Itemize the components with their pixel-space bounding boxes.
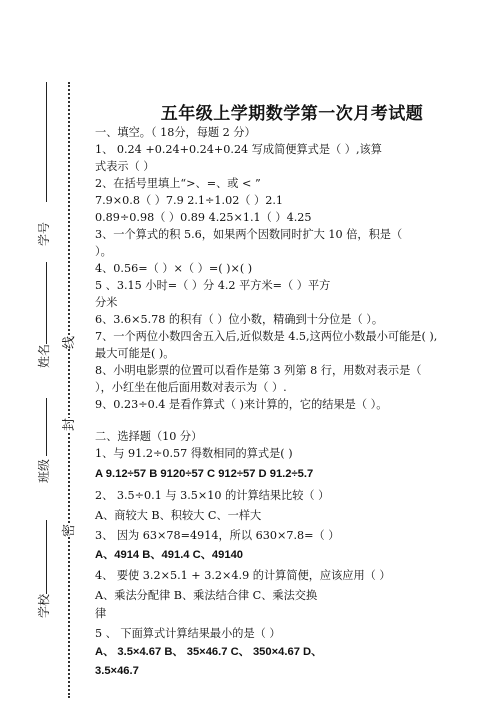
question-line: 7、一个两位小数四舍五入后,近似数是 4.5,这两位小数最小可能是( ),: [95, 330, 438, 343]
binding-margin: [0, 0, 92, 708]
dotted-seal-line: [68, 82, 70, 698]
question-line: 分米: [95, 296, 118, 309]
question-line: 式表示（ ）: [95, 160, 155, 173]
question-line: 1、 0.24 +0.24+0.24+0.24 写成简便算式是（ ）,该算: [95, 143, 382, 156]
exam-paper: [92, 0, 492, 708]
question-line: 9、0.23÷0.4 是看作算式（ )来计算的，它的结果是（ ）。: [95, 398, 388, 411]
school-label: 学校: [37, 593, 52, 619]
class-label: 班级: [37, 458, 52, 484]
question-line: 2、在括号里填上“>、=、或 < ”: [95, 177, 261, 190]
choice-options: A、 3.5×4.67 B、 35×46.7 C、 350×4.67 D、: [95, 646, 323, 658]
question-line: 7.9×0.8（ ）7.9 2.1÷1.02（ ）2.1: [95, 194, 284, 207]
name-field: [46, 262, 47, 344]
choice-question: 5 、 下面算式计算结果最小的是（ ）: [95, 627, 281, 640]
choice-options-wrap: 律: [95, 607, 107, 620]
question-line: 6、3.6×5.78 的积有（ ）位小数，精确到十分位是（ ）。: [95, 313, 384, 326]
seal-char-seal: 封: [57, 418, 78, 431]
section1-heading: 一、填空。（ 18分，每题 2 分）: [95, 126, 256, 139]
question-line: ）。: [95, 245, 112, 258]
question-line: 0.89÷0.98（ ）0.89 4.25×1.1（ ）4.25: [95, 211, 312, 224]
choice-options: A、4914 B、491.4 C、49140: [95, 549, 244, 561]
student-no-field: [46, 82, 47, 202]
student-no-label: 学号: [37, 221, 52, 247]
name-label: 姓名: [37, 343, 52, 369]
question-line: 5 、3.15 小时=（ ）分 4.2 平方米=（ ）平方: [95, 279, 331, 292]
school-field: [46, 520, 47, 594]
choice-options: A、商较大 B、积较大 C、一样大: [95, 509, 262, 522]
section2-heading: 二、选择题（10 分）: [95, 430, 203, 443]
choice-question: 4、 要使 3.2×5.1 + 3.2×4.9 的计算简便，应该应用（ ）: [95, 569, 391, 582]
question-line: ），小红坐在他后面用数对表示为（ ）.: [95, 381, 287, 394]
choice-question: 1、与 91.2÷0.57 得数相同的算式是( ): [95, 447, 293, 460]
seal-char-line: 线: [57, 336, 78, 349]
choice-question: 2、 3.5÷0.1 与 3.5×10 的计算结果比较（ ）: [95, 489, 330, 502]
choice-question: 3、 因为 63×78=4914，所以 630×7.8=（ ）: [95, 529, 340, 542]
choice-options: A、乘法分配律 B、乘法结合律 C、乘法交换: [95, 589, 318, 602]
question-line: 4、0.56=（ ）×（ ）=( )×( ): [95, 262, 253, 275]
choice-options: A 9.12÷57 B 9120÷57 C 912÷57 D 91.2÷5.7: [95, 468, 314, 480]
class-field: [46, 398, 47, 456]
choice-options-wrap: 3.5×46.7: [95, 665, 139, 677]
page-title: 五年级上学期数学第一次月考试题: [160, 104, 424, 124]
question-line: 最大可能是( )。: [95, 347, 175, 360]
question-line: 3、一个算式的积 5.6，如果两个因数同时扩大 10 倍，积是（: [95, 228, 403, 241]
question-line: 8、小明电影票的位置可以看作是第 3 列第 8 行，用数对表示是（: [95, 364, 422, 377]
seal-char-secret: 密: [57, 524, 78, 537]
